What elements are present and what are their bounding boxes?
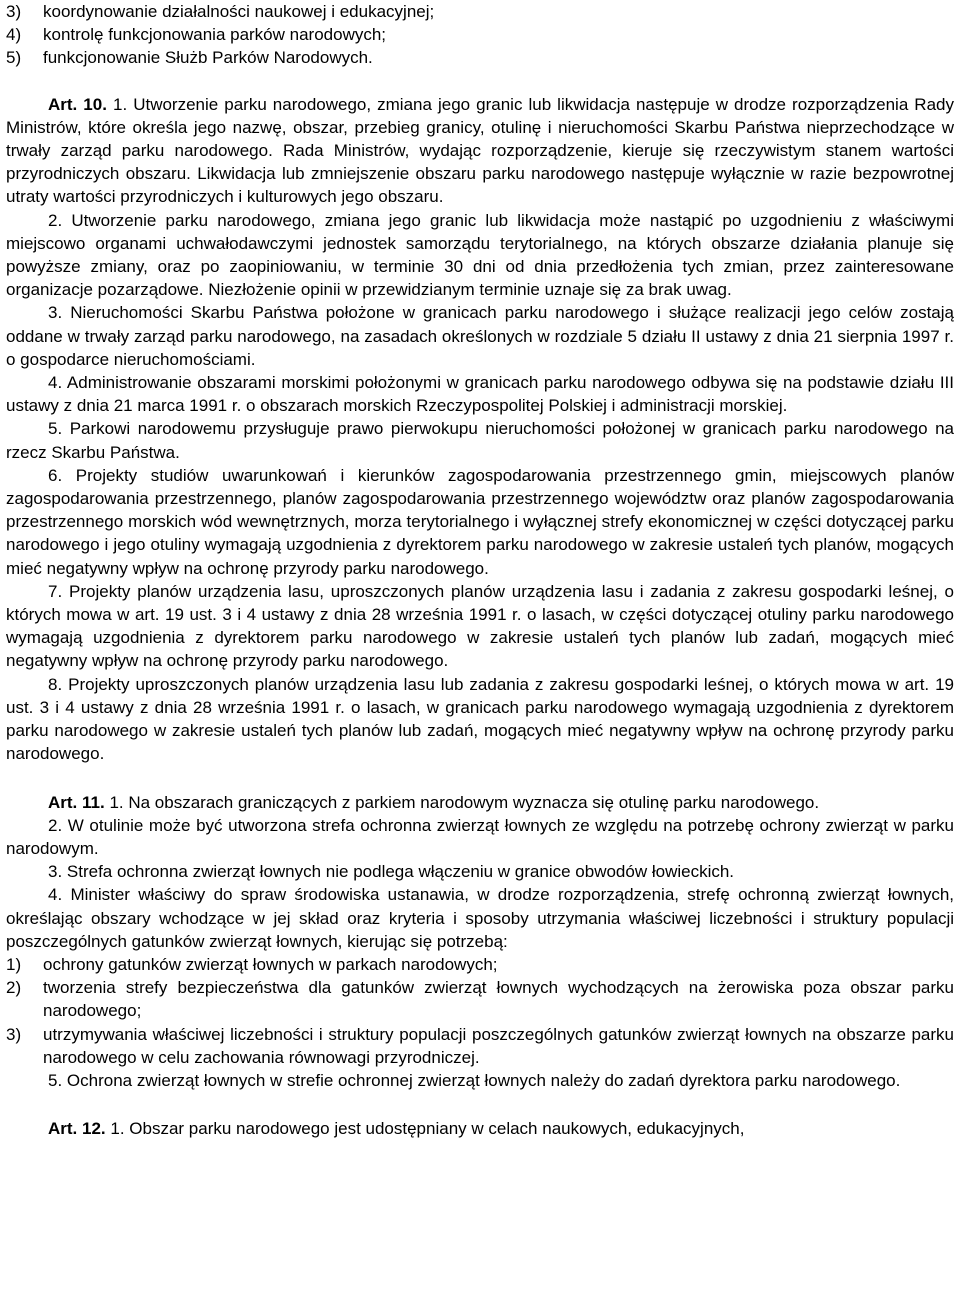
article-11-label: Art. 11.	[48, 792, 105, 812]
list-item	[6, 23, 954, 46]
list-text: ochrony gatunków zwierząt łownych w parkach narodowych;	[43, 954, 498, 974]
list-item	[6, 1023, 954, 1069]
paragraph-text: 1. Obszar parku narodowego jest udostępniany w celach naukowych, edukacyjnych,	[110, 1119, 745, 1139]
article-11	[6, 791, 954, 1093]
list-text: funkcjonowanie Służb Parków Narodowych.	[43, 48, 373, 68]
article-11-paragraph-3: 3. Strefa ochronna zwierząt łownych nie podlega włączeniu w granice obwodów łowieckich.	[48, 862, 735, 882]
list-item	[6, 953, 954, 976]
spacer	[6, 766, 954, 791]
list-text: kontrolę funkcjonowania parków narodowych;	[43, 25, 387, 45]
list-item	[6, 976, 954, 1022]
article-10-paragraph-4: 4. Administrowanie obszarami morskimi położonymi w granicach parku narodowego odbywa się na podstawie działu III ustawy z dnia 21 marca 1991 r. o obszarach morskich Rzeczypospolitej Polskiej i administracji morskiej.	[6, 373, 954, 416]
list-item	[6, 46, 954, 69]
article-11-paragraph-5: 5. Ochrona zwierząt łownych w strefie ochronnej zwierząt łownych należy do zadań dyrektora parku narodowego.	[48, 1070, 901, 1090]
article-10	[6, 93, 954, 766]
article-10-paragraph-6: 6. Projekty studiów uwarunkowań i kierunków zagospodarowania przestrzennego gmin, miejscowych planów zagospodarowania przestrzennego, planów zagospodarowania przestrzennego województw oraz planów zagospodarowania przestrzennego morskich wód wewnętrznych, morza terytorialnego i wyłącznej strefy ekonomicznej w części dotyczącej parku narodowego i jego otuliny wymagają uzgodnienia z dyrektorem parku narodowego w zakresie ustaleń tych planów, mogących mieć negatywny wpływ na ochronę przyrody parku narodowego.	[6, 465, 954, 578]
list-number: 2)	[6, 978, 22, 998]
article-10-paragraph-1	[6, 93, 954, 209]
list-number: 4)	[6, 25, 22, 45]
list-number: 3)	[6, 1024, 22, 1044]
list-number: 1)	[6, 954, 22, 974]
lead-list	[6, 0, 954, 70]
spacer	[6, 1092, 954, 1117]
list-text: tworzenia strefy bezpieczeństwa dla gatunków zwierząt łownych wychodzących na żerowiska poza obszar parku narodowego;	[43, 978, 954, 1021]
list-number: 3)	[6, 2, 22, 21]
article-12-paragraph-1	[6, 1117, 954, 1140]
paragraph-text: 1. Utworzenie parku narodowego, zmiana jego granic lub likwidacja następuje w drodze rozporządzenia Rady Ministrów, które określa jego nazwę, obszar, przebieg granicy, otulinę i nieruchomości Skarbu Państwa nieprzechodzące w trwały zarząd parku narodowego. Rada Ministrów, wydając rozporządzenie, kieruje się rzeczywistym stanem wartości przyrodniczych obszaru. Likwidacja lub zmniejszenie obszaru parku narodowego następuje wyłącznie w razie bezpowrotnej utraty wartości przyrodniczych i kulturowych jego obszaru.	[6, 94, 954, 207]
list-text: koordynowanie działalności naukowej i edukacyjnej;	[43, 2, 435, 21]
spacer	[6, 70, 954, 93]
article-10-paragraph-5: 5. Parkowi narodowemu przysługuje prawo pierwokupu nieruchomości położonej w granicach parku narodowego na rzecz Skarbu Państwa.	[6, 419, 954, 462]
article-11-paragraph-1	[6, 791, 954, 814]
article-10-paragraph-2: 2. Utworzenie parku narodowego, zmiana jego granic lub likwidacja może nastąpić po uzgodnieniu z właściwymi miejscowo organami uchwałodawczymi jednostek samorządu terytorialnego, na których obszarze działania planuje się powyższe zmiany, oraz po zaopiniowaniu, w terminie 30 dni od dnia przedłożenia tych zmian, przez zainteresowane organizacje pozarządowe. Niezłożenie opinii w przewidzianym terminie uznaje się za brak uwag.	[6, 210, 954, 300]
article-10-paragraph-7: 7. Projekty planów urządzenia lasu, uproszczonych planów urządzenia lasu i zadania z zakresu gospodarki leśnej, o których mowa w art. 19 ust. 3 i 4 ustawy z dnia 28 września 1991 r. o lasach, w części dotyczącej otuliny parku narodowego wymagają uzgodnienia z dyrektorem parku narodowego w zakresie ustaleń tych planów lub zadań, mogących mieć negatywny wpływ na ochronę przyrody parku narodowego.	[6, 581, 954, 671]
list-item	[6, 0, 954, 23]
article-11-paragraph-4: 4. Minister właściwy do spraw środowiska ustanawia, w drodze rozporządzenia, strefę ochronną zwierząt łownych, określając obszary wchodzące w jej skład oraz kryteria i sposoby utrzymania właściwej liczebności i struktury populacji poszczególnych gatunków zwierząt łownych, kierując się potrzebą:	[6, 885, 954, 951]
article-12	[6, 1117, 954, 1140]
list-text: utrzymywania właściwej liczebności i struktury populacji poszczególnych gatunków zwierząt łownych na obszarze parku narodowego w celu zachowania równowagi przyrodniczej.	[43, 1024, 954, 1067]
article-11-list	[6, 953, 954, 1069]
article-12-label: Art. 12.	[48, 1119, 106, 1139]
article-11-paragraph-2: 2. W otulinie może być utworzona strefa ochronna zwierząt łownych ze względu na potrzebę ochrony zwierząt w parku narodowym.	[6, 815, 954, 858]
list-number: 5)	[6, 48, 22, 68]
paragraph-text: 1. Na obszarach graniczących z parkiem narodowym wyznacza się otulinę parku narodowego.	[109, 792, 820, 812]
article-10-paragraph-3: 3. Nieruchomości Skarbu Państwa położone w granicach parku narodowego i służące realizacji jego celów zostają oddane w trwały zarząd parku narodowego, na zasadach określonych w rozdziale 5 działu II ustawy z dnia 21 sierpnia 1997 r. o gospodarce nieruchomościami.	[6, 303, 954, 369]
article-10-label: Art. 10.	[48, 94, 107, 114]
article-10-paragraph-8: 8. Projekty uproszczonych planów urządzenia lasu lub zadania z zakresu gospodarki leśnej, o których mowa w art. 19 ust. 3 i 4 ustawy z dnia 28 września 1991 r. o lasach, w granicach parku narodowego wymagają uzgodnienia z dyrektorem parku narodowego w zakresie ustaleń tych planów lub zadań, mogących mieć negatywny wpływ na ochronę przyrody parku narodowego.	[6, 674, 954, 764]
